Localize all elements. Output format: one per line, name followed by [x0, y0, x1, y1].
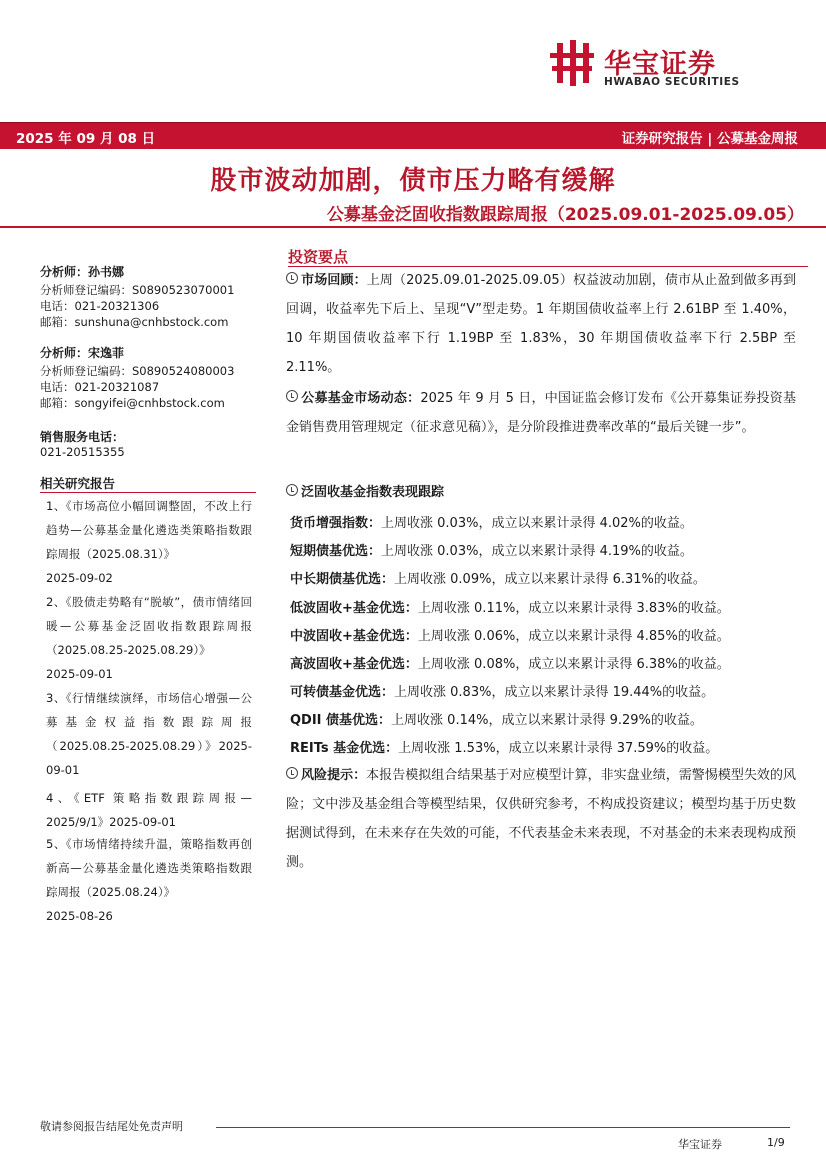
- fund-9-text: 上周收涨 1.53%，成立以来累计录得 37.59%的收益。: [398, 741, 719, 756]
- related-report-5-text: 5、《市场情绪持续升温，策略指数再创新高—公募基金量化遴选类策略指数跟踪周报（2025.08.24）》: [46, 837, 252, 899]
- sales-phone: 021-20515355: [40, 445, 125, 459]
- related-report-2-date: 2025-09-01: [46, 667, 113, 681]
- company-logo: [548, 40, 780, 92]
- footer-divider: [216, 1127, 790, 1128]
- fund-line-3: [290, 568, 706, 587]
- fund-line-8: [290, 709, 703, 728]
- risk-text: 本报告模拟组合结果基于对应模型计算，非实盘业绩，需警惕模型失效的风险；文中涉及基金组合等模型结果，仅供研究参考，不构成投资建议；模型均基于历史数据测试得到，在未来存在失效的可能，不代表基金未来表现，不对基金的未来表现构成预测。: [286, 768, 796, 870]
- fund-line-5: [290, 625, 730, 644]
- fund-line-2: [290, 540, 693, 559]
- fund-3-text: 上周收涨 0.09%，成立以来累计录得 6.31%的收益。: [394, 572, 706, 587]
- analyst-2-email[interactable]: 邮箱：songyifei@cnhbstock.com: [40, 396, 225, 410]
- analyst-2-reg: 分析师登记编码：S0890524080003: [40, 364, 235, 378]
- related-report-1-text: 1、《市场高位小幅回调整固，不改上行趋势—公募基金量化遴选类策略指数跟踪周报（2025.08.31）》: [46, 499, 252, 561]
- report-date: 2025 年 09 月 08 日: [16, 131, 156, 147]
- market-review-paragraph: [286, 266, 796, 382]
- sales-label: 销售服务电话：: [40, 430, 125, 444]
- fund-4-text: 上周收涨 0.11%，成立以来累计录得 3.83%的收益。: [417, 601, 730, 616]
- fund-6-text: 上周收涨 0.08%，成立以来累计录得 6.38%的收益。: [417, 657, 730, 672]
- page-title: 股市波动加剧，债市压力略有缓解: [210, 166, 616, 196]
- analyst-1-email[interactable]: 邮箱：sunshuna@cnhbstock.com: [40, 315, 229, 329]
- key-points-title: 投资要点: [288, 248, 349, 266]
- related-report-5[interactable]: [46, 832, 252, 928]
- footer-brand: 华宝证券: [678, 1138, 722, 1151]
- fund-line-6: [290, 653, 730, 672]
- clock-icon: [286, 390, 298, 402]
- related-report-4-text: 4、《ETF 策略指数跟踪周报—2025/9/1》2025-09-01: [46, 791, 252, 829]
- header-bar: [0, 122, 826, 149]
- report-type: 证券研究报告 | 公募基金周报: [621, 131, 798, 147]
- fund-7-name: 可转债基金优选：: [290, 685, 395, 700]
- logo-text-en: HWABAO SECURITIES: [604, 76, 740, 88]
- analyst-1-name: 分析师：孙书娜: [40, 265, 125, 279]
- related-report-2-text: 2、《股债走势略有“脱敏”，债市情绪回暖—公募基金泛固收指数跟踪周报（2025.08.25-2025.08.29）》: [46, 595, 252, 657]
- fund-2-text: 上周收涨 0.03%，成立以来累计录得 4.19%的收益。: [381, 544, 693, 559]
- page-number: 1/9: [767, 1136, 785, 1149]
- fund-5-text: 上周收涨 0.06%，成立以来累计录得 4.85%的收益。: [417, 629, 730, 644]
- fund-9-name: REITs 基金优选：: [290, 741, 399, 756]
- fund-1-name: 货币增强指数：: [290, 516, 382, 531]
- related-report-1[interactable]: [46, 494, 252, 590]
- tracking-title: 泛固收基金指数表现跟踪: [301, 485, 445, 500]
- risk-paragraph: [286, 761, 796, 877]
- related-report-3[interactable]: [46, 686, 252, 782]
- related-report-4[interactable]: [46, 786, 252, 834]
- logo-text-cn: 华宝证券: [604, 49, 716, 80]
- clock-icon: [286, 272, 298, 284]
- fund-7-text: 上周收涨 0.83%，成立以来累计录得 19.44%的收益。: [394, 685, 715, 700]
- fund-3-name: 中长期债基优选：: [290, 572, 395, 587]
- clock-icon: [286, 484, 298, 496]
- analyst-1-phone: 电话：021-20321306: [40, 299, 160, 313]
- fund-line-1: [290, 512, 693, 531]
- related-report-5-date: 2025-08-26: [46, 909, 113, 923]
- related-report-3-text: 3、《行情继续演绎，市场信心增强—公募基金权益指数跟踪周报（2025.08.25-2025.08.29）》2025-09-01: [46, 691, 252, 777]
- market-review-text: 上周（2025.09.01-2025.09.05）权益波动加剧，债市从止盈到做多再到回调，收益率先下后上、呈现“V”型走势。1 年期国债收益率上行 2.61BP 至 1.40%，10 年期国债收益率下行 1.19BP 至 1.83%，30 年期国债收益率下行 2.5BP 至 2.11%。: [286, 273, 796, 375]
- fund-line-9: [290, 737, 718, 756]
- fund-5-name: 中波固收+基金优选：: [290, 629, 418, 644]
- tracking-heading: [286, 478, 796, 507]
- fund-8-name: QDII 债基优选：: [290, 713, 392, 728]
- footer-disclaimer: 敬请参阅报告结尾处免责声明: [40, 1120, 183, 1133]
- fund-8-text: 上周收涨 0.14%，成立以来累计录得 9.29%的收益。: [391, 713, 703, 728]
- fund-line-4: [290, 597, 730, 616]
- logo-mark-icon: [548, 40, 596, 86]
- fund-dynamics-label: 公募基金市场动态：: [301, 391, 421, 406]
- fund-1-text: 上周收涨 0.03%，成立以来累计录得 4.02%的收益。: [381, 516, 693, 531]
- related-reports-heading: 相关研究报告: [40, 476, 116, 491]
- analyst-2-name: 分析师：宋逸菲: [40, 346, 125, 360]
- related-report-1-date: 2025-09-02: [46, 571, 113, 585]
- fund-dynamics-text: 2025 年 9 月 5 日，中国证监会修订发布《公开募集证券投资基金销售费用管理规定（征求意见稿）》，是分阶段推进费率改革的“最后关键一步”。: [286, 391, 796, 435]
- risk-label: 风险提示：: [301, 768, 367, 783]
- analyst-1-reg: 分析师登记编码：S0890523070001: [40, 283, 235, 297]
- fund-line-7: [290, 681, 714, 700]
- clock-icon: [286, 767, 298, 779]
- title-divider: [0, 226, 826, 228]
- analyst-2-phone: 电话：021-20321087: [40, 380, 160, 394]
- related-report-2[interactable]: [46, 590, 252, 686]
- market-review-label: 市场回顾：: [301, 273, 367, 288]
- fund-6-name: 高波固收+基金优选：: [290, 657, 418, 672]
- fund-2-name: 短期债基优选：: [290, 544, 382, 559]
- fund-dynamics-paragraph: [286, 384, 796, 442]
- related-reports-divider: [40, 492, 256, 493]
- fund-4-name: 低波固收+基金优选：: [290, 601, 418, 616]
- page-subtitle: 公募基金泛固收指数跟踪周报（2025.09.01-2025.09.05）: [326, 205, 804, 225]
